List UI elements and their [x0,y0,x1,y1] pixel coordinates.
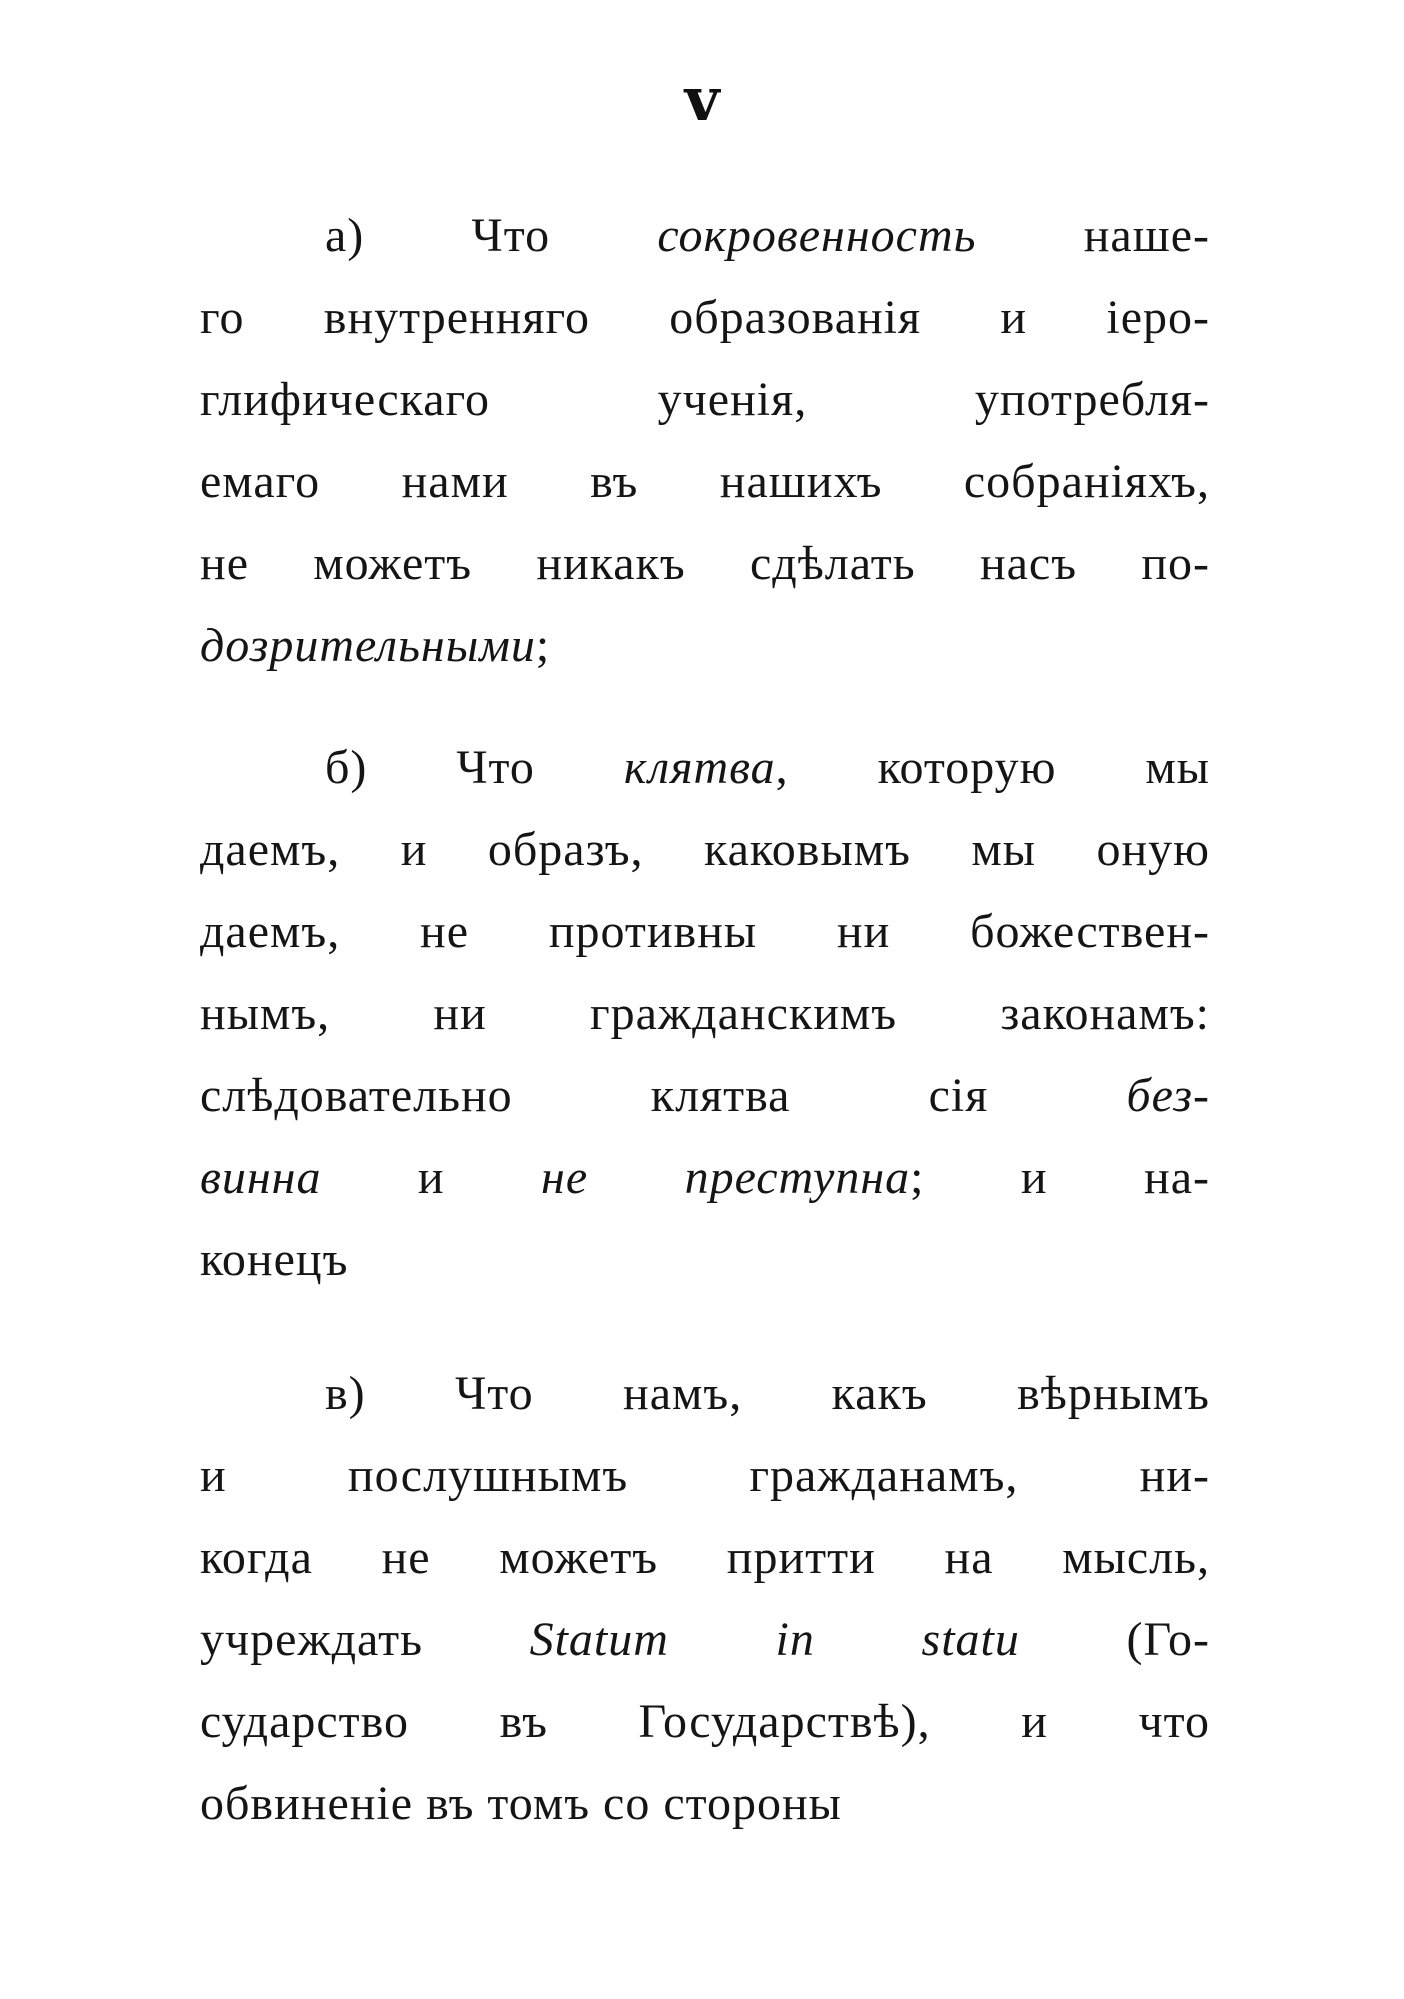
text-line [200,195,1210,277]
italic-text: клятва [623,741,776,794]
text-line [200,1435,1210,1517]
page-signature-mark: v [684,65,720,135]
text-line [200,1055,1210,1137]
text-span: Что намъ, какъ вѣрнымъ [455,1367,1210,1420]
text-span: глифическаго ученія, употребля- [200,373,1210,426]
text-span: в) [325,1367,456,1420]
text-line [200,1763,1210,1845]
text-span: наше- [976,209,1210,262]
text-line [200,809,1210,891]
italic-text: винна [200,1151,322,1204]
body-text [200,195,1210,1845]
text-line [200,605,1210,687]
text-span: слѣдовательно клятва сія [200,1069,1127,1122]
text-line [200,277,1210,359]
paragraph [200,1353,1210,1845]
text-span: емаго нами въ нашихъ собраніяхъ, [200,455,1210,508]
italic-text: дозрительными [200,619,536,672]
text-span: обвиненіе въ томъ со стороны [200,1777,842,1830]
text-span: ; [535,619,551,672]
text-line [200,727,1210,809]
text-line [200,1681,1210,1763]
text-span: не можетъ никакъ сдѣлать насъ по- [200,537,1210,590]
text-line [200,1137,1210,1219]
text-line [200,973,1210,1055]
text-line [200,523,1210,605]
text-span: когда не можетъ притти на мысль, [200,1531,1210,1584]
text-span: а) [325,209,472,262]
paragraph [200,727,1210,1301]
text-span: сударство въ Государствѣ), и что [200,1695,1210,1748]
paragraph-gap [200,1301,1210,1353]
text-line [200,1219,1210,1301]
text-line [200,441,1210,523]
text-span: нымъ, ни гражданскимъ законамъ: [200,987,1210,1040]
paragraph [200,195,1210,687]
text-span: (Го- [1019,1613,1210,1666]
text-span: даемъ, и образъ, каковымъ мы оную [200,823,1210,876]
text-span: учреждать [200,1613,530,1666]
text-span: и послушнымъ гражданамъ, ни- [200,1449,1210,1502]
text-span: Что [456,741,624,794]
text-span: , которую мы [775,741,1210,794]
text-span: б) [325,741,457,794]
text-line [200,891,1210,973]
text-span: конецъ [200,1233,349,1286]
text-line [200,1517,1210,1599]
text-line [200,1353,1210,1435]
text-span: ; и на- [910,1151,1211,1204]
text-line [200,359,1210,441]
text-span: Что [471,209,658,262]
italic-text: не преступна [541,1151,911,1204]
text-span: даемъ, не противны ни божествен- [200,905,1210,958]
text-span: го внутренняго образованія и іеро- [200,291,1210,344]
text-span: и [321,1151,542,1204]
paragraph-gap [200,687,1210,727]
italic-text: без- [1126,1069,1210,1122]
italic-text: сокровенность [657,209,977,262]
italic-text: Statum in statu [529,1613,1020,1666]
text-line [200,1599,1210,1681]
